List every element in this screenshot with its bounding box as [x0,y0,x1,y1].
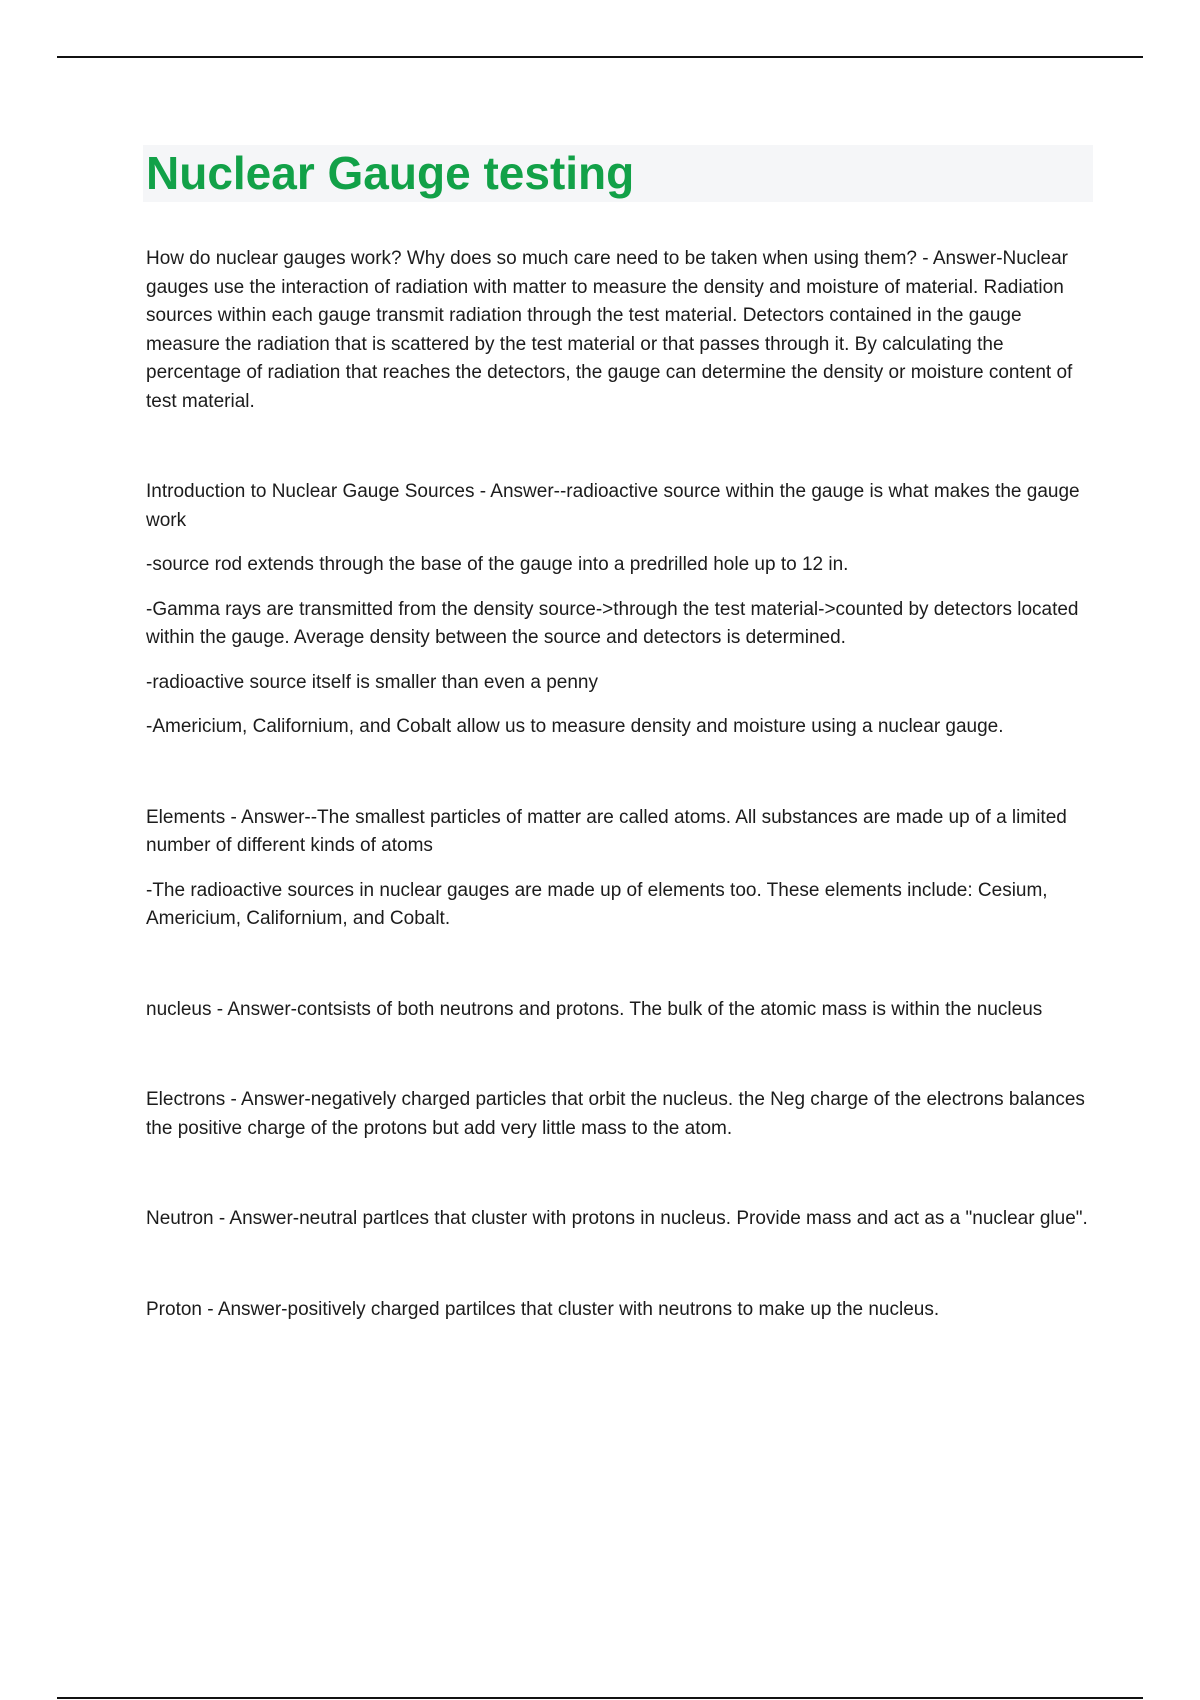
entry-paragraph: How do nuclear gauges work? Why does so much care need to be taken when using them? - Answer-Nuclear gauges use the interaction of radiation with matter to measure the density and moisture of material. Radiation sources within each gauge transmit radiation through the test material. Detectors contained in the gauge measure the radiation that is scattered by the test material or that passes through it. By calculating the percentage of radiation that reaches the detectors, the gauge can determine the density or moisture content of test material. [146,248,1073,412]
entry-paragraph: Neutron - Answer-neutral partlces that cluster with protons in nucleus. Provide mass and act as a "nuclear glue". [146,1208,1088,1229]
top-rule [57,56,1143,58]
document-body [146,245,1096,1324]
entry-paragraph: Elements - Answer--The smallest particles of matter are called atoms. All substances are made up of a limited number of different kinds of atoms [146,806,1067,856]
entry-paragraph: -Americium, Californium, and Cobalt allow us to measure density and moisture using a nuclear gauge. [146,716,1004,737]
entry-paragraph: nucleus - Answer-contsists of both neutrons and protons. The bulk of the atomic mass is within the nucleus [146,998,1043,1020]
entry-paragraph: -radioactive source itself is smaller than even a penny [146,671,599,693]
qa-entry-nucleus [146,996,1096,1025]
entry-paragraph: Proton - Answer-positively charged partilces that cluster with neutrons to make up the nucleus. [146,1298,940,1320]
entry-paragraph: -source rod extends through the base of the gauge into a predrilled hole up to 12 in. [146,554,849,575]
bottom-rule [57,1697,1143,1699]
document-title: Nuclear Gauge testing [146,147,635,199]
entry-paragraph: -The radioactive sources in nuclear gauges are made up of elements too. These elements include: Cesium, Americium, Californium, and Cobalt. [146,879,1048,929]
entry-paragraph: Electrons - Answer-negatively charged particles that orbit the nucleus. the Neg charge of the electrons balances the positive charge of the protons but add very little mass to the atom. [146,1089,1085,1139]
qa-entry-proton [146,1296,1096,1325]
entry-paragraph: Introduction to Nuclear Gauge Sources - Answer--radioactive source within the gauge is what makes the gauge work [146,481,1080,531]
entry-paragraph: -Gamma rays are transmitted from the density source->through the test material->counted by detectors located within the gauge. Average density between the source and detectors is determined. [146,598,1079,648]
qa-entry-gauge-sources [146,478,1096,742]
qa-entry-how-gauges-work [146,245,1096,416]
qa-entry-elements [146,804,1096,934]
qa-entry-neutron [146,1205,1096,1234]
qa-entry-electrons [146,1086,1096,1143]
